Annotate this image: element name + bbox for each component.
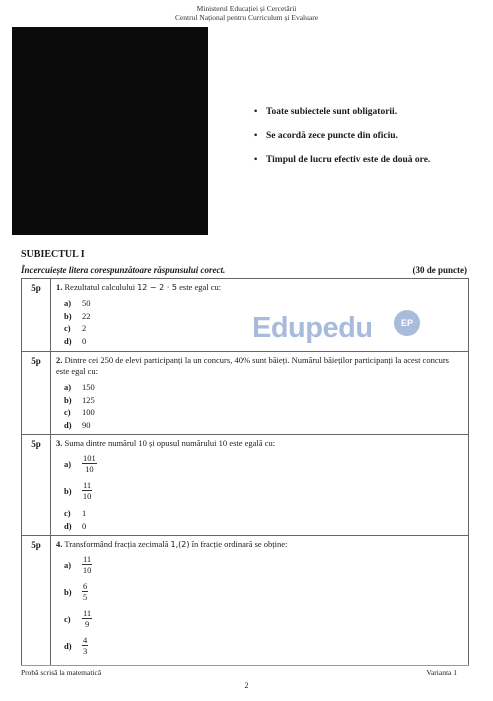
fraction (82, 608, 92, 629)
instruction-item: • Timpul de lucru efectiv este de două ore. (254, 154, 430, 178)
fraction (82, 480, 92, 501)
option-letter[interactable]: b) (64, 485, 72, 496)
general-instructions (254, 106, 430, 178)
option-letter[interactable]: b) (64, 310, 72, 321)
numerator: 4 (83, 635, 88, 645)
denominator: 3 (83, 646, 88, 656)
question-text-part: în fracție ordinară se obține: (191, 539, 288, 549)
question-number: 3. (56, 438, 63, 448)
numerator: 6 (83, 581, 88, 591)
denominator: 10 (82, 565, 92, 575)
answer-option[interactable] (64, 608, 463, 629)
option-letter[interactable]: a) (64, 382, 72, 393)
question-number: 4. (56, 539, 63, 549)
option-value: 125 (82, 394, 95, 405)
footer-variant: Varianta 1 (426, 668, 457, 677)
fraction (82, 635, 88, 656)
page-header (0, 4, 493, 22)
question-cell (51, 536, 469, 666)
option-letter[interactable]: b) (64, 394, 72, 405)
question-row (22, 352, 469, 435)
answer-option[interactable] (64, 419, 463, 432)
answer-option[interactable] (64, 406, 463, 419)
numerator: 11 (83, 480, 92, 490)
question-score: 5p (22, 279, 51, 352)
center-name: Centrul Național pentru Curriculum și Evaluare (174, 13, 319, 22)
question-number: 2. (56, 355, 63, 365)
question-text (56, 539, 463, 550)
section-title: SUBIECTUL I (21, 249, 85, 260)
option-value: 100 (82, 407, 95, 418)
question-text-part: Dintre cei 250 de elevi participanți la un concurs, 40% sunt băieți. Numărul băieților participanți la acest concurs este egal cu: (56, 355, 449, 376)
watermark-text: Edupedu (252, 312, 373, 344)
numerator: 101 (83, 453, 96, 463)
question-text (56, 355, 463, 377)
answer-options (64, 554, 463, 656)
answer-option[interactable] (64, 394, 463, 407)
option-letter[interactable]: d) (64, 640, 72, 651)
section-points: (30 de puncte) (412, 265, 467, 275)
fraction (82, 554, 92, 575)
question-row (22, 536, 469, 666)
option-letter[interactable]: d) (64, 419, 72, 430)
question-text-part: Rezultatul calculului (64, 282, 136, 292)
option-letter[interactable]: c) (64, 508, 71, 519)
answer-option[interactable] (64, 635, 463, 656)
option-value: 22 (82, 310, 91, 321)
option-letter[interactable]: c) (64, 323, 71, 334)
option-value: 90 (82, 419, 91, 430)
math-expression: 12 − 2 ⋅ 5 (137, 283, 177, 292)
ministry-name: Ministerul Educației și Cercetării (196, 4, 297, 13)
question-text-part: Suma dintre numărul 10 și opusul numărului 10 este egală cu: (64, 438, 276, 448)
option-value: 150 (82, 382, 95, 393)
answer-option[interactable] (64, 381, 463, 394)
questions-table (21, 278, 469, 666)
denominator: 5 (83, 592, 88, 602)
question-row (22, 435, 469, 536)
instruction-item: • Toate subiectele sunt obligatorii. (254, 106, 430, 130)
answer-options (64, 453, 463, 532)
instruction-item: • Se acordă zece puncte din oficiu. (254, 130, 430, 154)
option-value: 2 (82, 323, 87, 334)
option-letter[interactable]: a) (64, 298, 72, 309)
option-letter[interactable]: a) (64, 559, 72, 570)
question-text (56, 438, 463, 449)
question-text-part: Transformând fracția zecimală (64, 539, 169, 549)
option-value: 1 (82, 508, 87, 519)
option-letter[interactable]: d) (64, 335, 72, 346)
question-cell (51, 435, 469, 536)
answer-option[interactable] (64, 554, 463, 575)
option-value: 0 (82, 335, 87, 346)
math-expression: 1,(2) (170, 540, 190, 549)
question-text (56, 282, 463, 293)
question-text-part: este egal cu: (179, 282, 222, 292)
section-instruction: Încercuiește litera corespunzătoare răspunsului corect. (21, 265, 226, 275)
denominator: 10 (82, 491, 92, 501)
page-number: 2 (244, 681, 249, 690)
answer-option[interactable] (64, 507, 463, 520)
fraction (82, 581, 88, 602)
answer-option[interactable] (64, 480, 463, 501)
option-value: 50 (82, 298, 91, 309)
question-score: 5p (22, 352, 51, 435)
option-letter[interactable]: b) (64, 586, 72, 597)
denominator: 9 (84, 619, 90, 629)
fraction (82, 453, 97, 474)
answer-option[interactable] (64, 520, 463, 533)
footer-divider (21, 665, 469, 666)
answer-option[interactable] (64, 297, 463, 310)
option-letter[interactable]: c) (64, 613, 71, 624)
option-letter[interactable]: a) (64, 458, 72, 469)
numerator: 11 (83, 608, 92, 618)
question-score: 5p (22, 536, 51, 666)
redacted-block (12, 27, 208, 235)
option-value: 0 (82, 520, 87, 531)
question-cell (51, 352, 469, 435)
option-letter[interactable]: c) (64, 407, 71, 418)
watermark-logo-icon: EP (394, 310, 420, 336)
question-number: 1. (56, 282, 63, 292)
answer-option[interactable] (64, 581, 463, 602)
answer-option[interactable] (64, 453, 463, 474)
question-score: 5p (22, 435, 51, 536)
option-letter[interactable]: d) (64, 520, 72, 531)
answer-options (64, 381, 463, 431)
numerator: 11 (83, 554, 92, 564)
footer-exam-name: Probă scrisă la matematică (21, 668, 102, 677)
denominator: 10 (85, 464, 94, 474)
